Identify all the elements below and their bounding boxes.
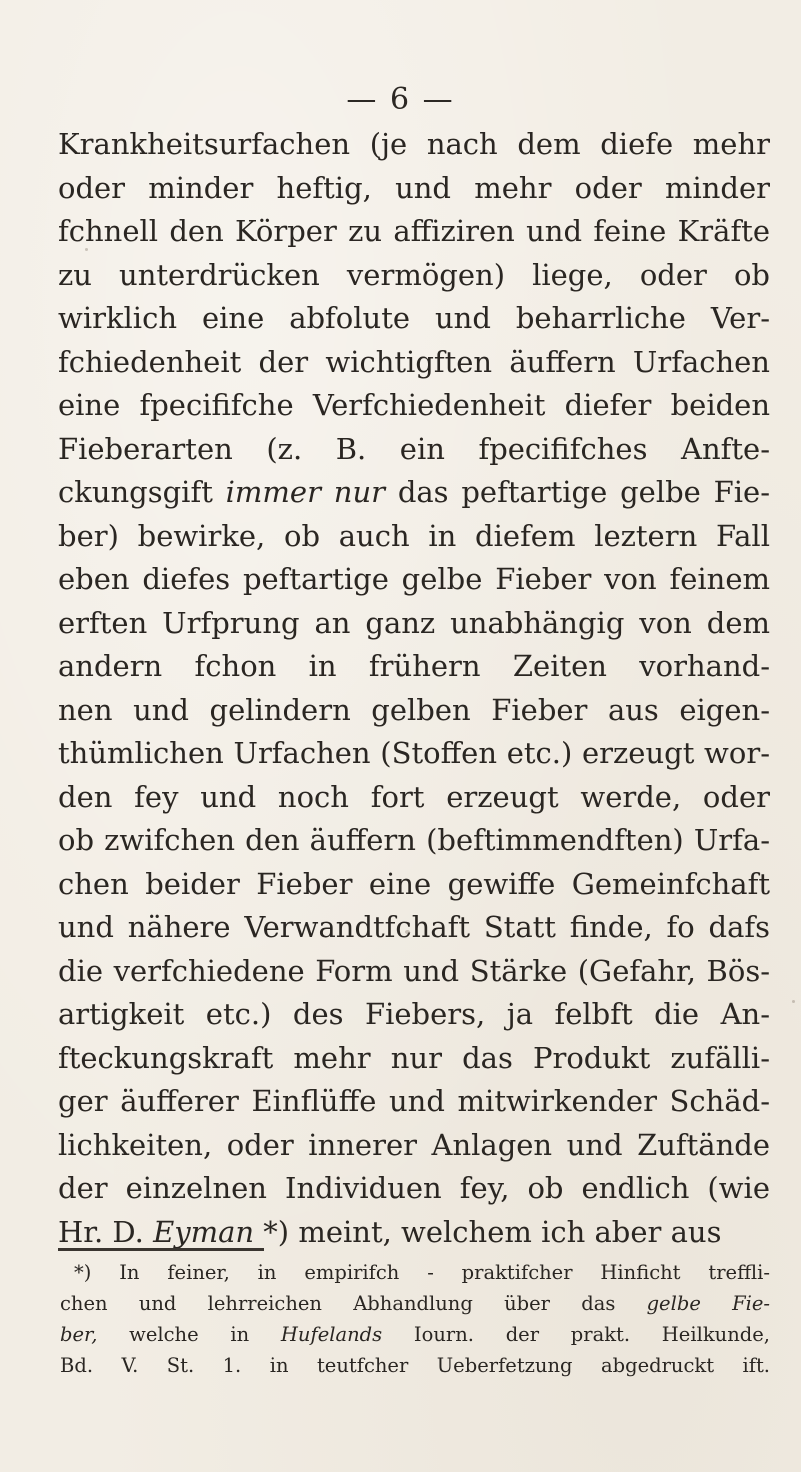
italic-text: Hufelands	[280, 1323, 383, 1346]
text-line: zu unterdrücken vermögen) liege, oder ob	[58, 257, 770, 292]
text-line: fchiedenheit der wichtigften äuffern Urfachen	[58, 344, 770, 379]
text-line: chen beider Fieber eine gewiffe Gemeinfchaft	[58, 866, 770, 901]
text-line: der einzelnen Individuen fey, ob endlich (wie	[58, 1171, 770, 1205]
text-line: den fey und noch fort erzeugt werde, oder	[58, 779, 770, 814]
footnote-divider	[58, 1248, 264, 1251]
footnote-line: ber, welche in Hufelands Iourn. der prakt. Heilkunde,	[60, 1323, 770, 1346]
italic-text: ber,	[60, 1323, 98, 1346]
text-line: oder minder heftig, und mehr oder minder	[58, 170, 770, 205]
text-line: fteckungskraft mehr nur das Produkt zufälli-	[58, 1040, 770, 1075]
text-line: Hr. D. Eyman *) meint, welchem ich aber aus	[58, 1214, 722, 1249]
text-line: lichkeiten, oder innerer Anlagen und Zuftände	[58, 1127, 770, 1162]
paper-speck	[405, 930, 410, 934]
text-line: nen und gelindern gelben Fieber aus eigen-	[58, 692, 770, 727]
text-line: ob zwifchen den äuffern (beftimmendften) Urfa-	[58, 823, 770, 857]
text-line: eben diefes peftartige gelbe Fieber von feinem	[58, 562, 770, 596]
italic-text: Eyman	[153, 1214, 255, 1249]
page-number: — 6 —	[346, 82, 455, 117]
italic-text: immer nur	[225, 475, 385, 509]
text-line: erften Urfprung an ganz unabhängig von dem	[58, 605, 770, 640]
paper-speck	[792, 1000, 795, 1003]
text-line: Fieberarten (z. B. ein fpecififches Anfte-	[58, 431, 770, 466]
text-line: wirklich eine abfolute und beharrliche Ver-	[58, 301, 770, 335]
italic-text: gelbe Fie-	[646, 1292, 770, 1315]
text-line: fchnell den Körper zu affiziren und feine Kräfte	[58, 214, 770, 248]
text-line: thümlichen Urfachen (Stoffen etc.) erzeugt wor-	[58, 736, 770, 770]
text-line: ckungsgift immer nur das peftartige gelbe Fie-	[58, 475, 770, 509]
footnote-line: Bd. V. St. 1. in teutfcher Ueberfetzung abgedruckt ift.	[60, 1354, 770, 1377]
text-line: ger äufferer Einflüffe und mitwirkender Schäd-	[58, 1084, 770, 1118]
text-line: und nähere Verwandtfchaft Statt finde, fo dafs	[58, 910, 770, 944]
text-line: andern fchon in frühern Zeiten vorhand-	[58, 649, 770, 683]
text-line: ber) bewirke, ob auch in diefem leztern Fall	[58, 518, 770, 553]
text-line: Krankheitsurfachen (je nach dem diefe mehr	[58, 127, 770, 161]
text-line: artigkeit etc.) des Fiebers, ja felbft die An-	[58, 997, 770, 1031]
text-line: eine fpecififche Verfchiedenheit diefer beiden	[58, 388, 770, 422]
paper-speck	[85, 248, 88, 251]
main-text	[58, 123, 770, 1254]
footnote-line: *) In feiner, in empirifch - praktifcher Hinficht treffli-	[74, 1261, 770, 1284]
text-line: die verfchiedene Form und Stärke (Gefahr, Bös-	[58, 953, 770, 988]
footnote-line: chen und lehrreichen Abhandlung über das gelbe Fie-	[60, 1292, 770, 1315]
footnote	[60, 1257, 770, 1381]
